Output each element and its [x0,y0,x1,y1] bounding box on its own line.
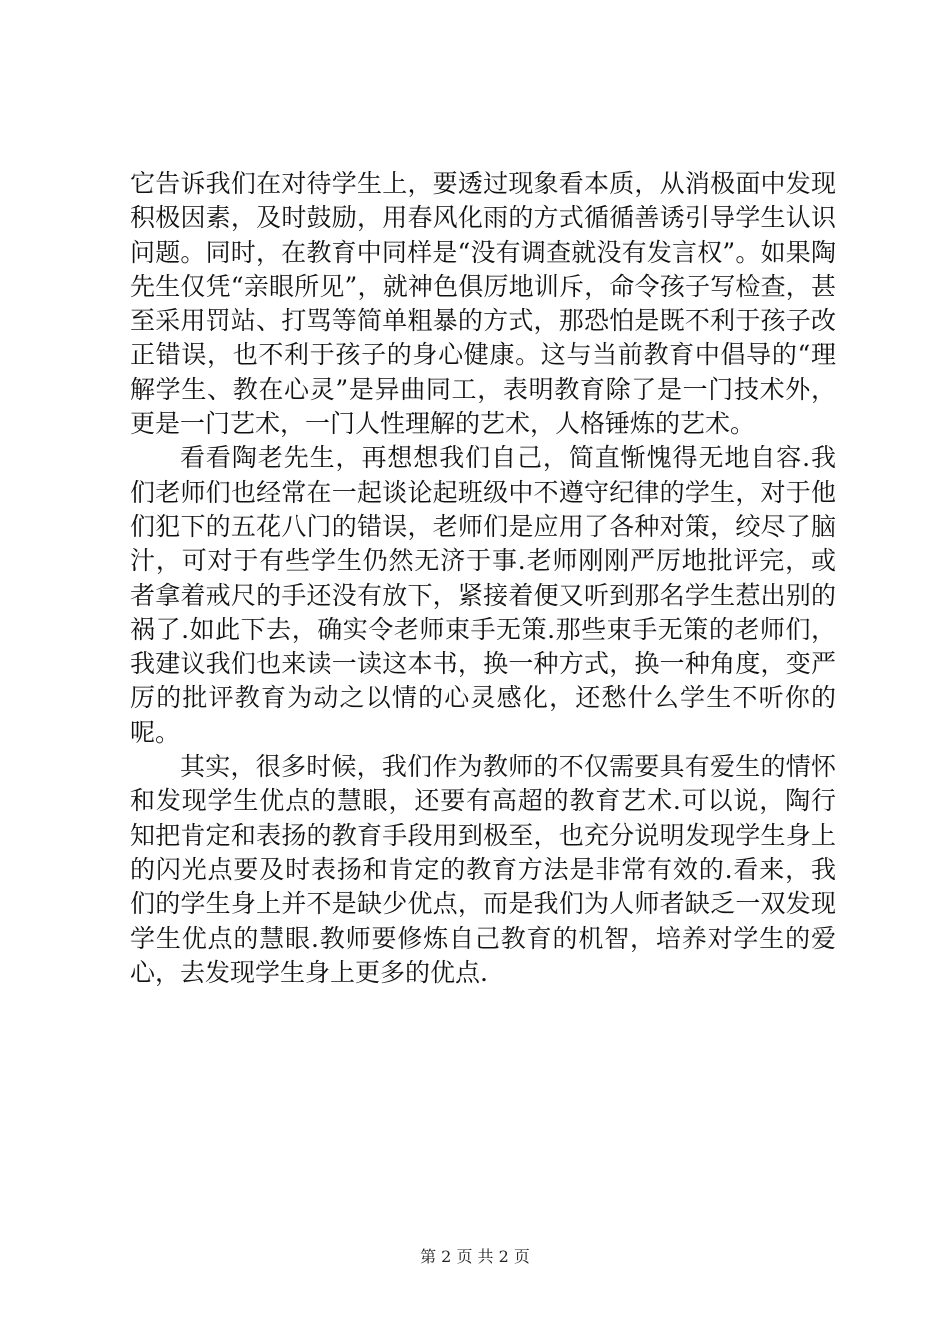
page-footer [0,1244,950,1267]
paragraph-2: 看看陶老先生，再想想我们自己，简直惭愧得无地自容.我们老师们也经常在一起谈论起班级中不遵守纪律的学生，对于他们犯下的五花八门的错误，老师们是应用了各种对策，绞尽了脑汁，可对于有些学生仍然无济于事.老师刚刚严厉地批评完，或者拿着戒尺的手还没有放下，紧接着便又听到那名学生惹出别的祸了.如此下去，确实令老师束手无策.那些束手无策的老师们，我建议我们也来读一读这本书，换一种方式，换一种角度，变严厉的批评教育为动之以情的心灵感化，还愁什么学生不听你的呢。 [130,443,836,747]
document-body [130,167,836,990]
paragraph-3: 其实，很多时候，我们作为教师的不仅需要具有爱生的情怀和发现学生优点的慧眼，还要有高超的教育艺术.可以说，陶行知把肯定和表扬的教育手段用到极至，也充分说明发现学生身上的闪光点要及时表扬和肯定的教育方法是非常有效的.看来，我们的学生身上并不是缺少优点，而是我们为人师者缺乏一双发现学生优点的慧眼.教师要修炼自己教育的机智，培养对学生的爱心，去发现学生身上更多的优点. [130,752,836,987]
page-number-label: 第 2 页 共 2 页 [420,1247,530,1266]
paragraph-1: 它告诉我们在对待学生上，要透过现象看本质，从消极面中发现积极因素，及时鼓励，用春风化雨的方式循循善诱引导学生认识问题。同时，在教育中同样是“没有调查就没有发言权”。如果陶先生仅凭“亲眼所见”，就神色俱厉地训斥，命令孩子写检查，甚至采用罚站、打骂等简单粗暴的方式，那恐怕是既不利于孩子改正错误，也不利于孩子的身心健康。这与当前教育中倡导的“理解学生、教在心灵”是异曲同工，表明教育除了是一门技术外，更是一门艺术，一门人性理解的艺术，人格锤炼的艺术。 [130,169,836,439]
